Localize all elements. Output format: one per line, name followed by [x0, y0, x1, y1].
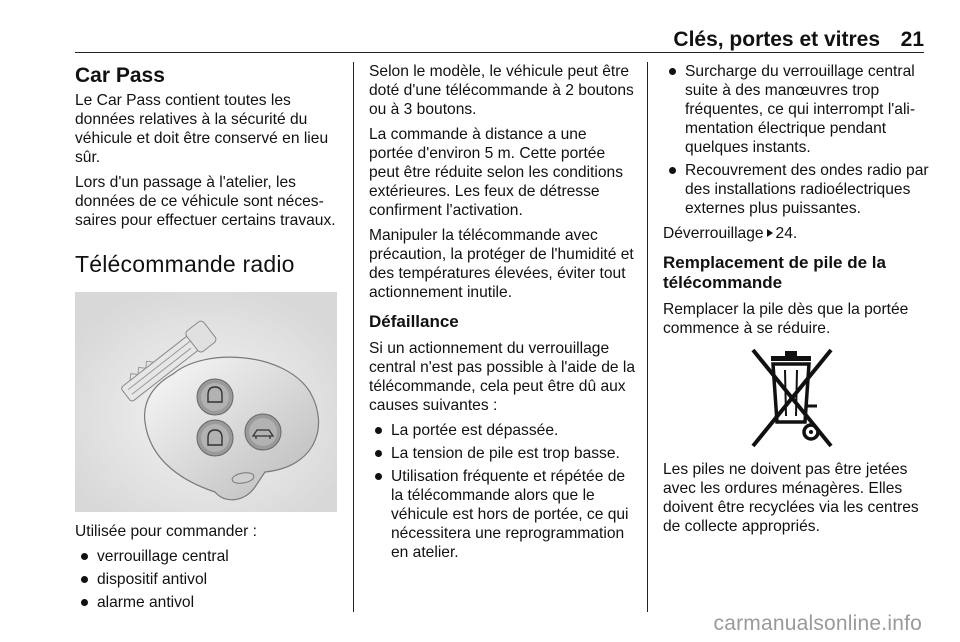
remote-paragraph-2: La commande à distance a une portée d'environ 5 m. Cette portée peut être réduite selon les conditions extérieures. Les feux de détresse confirment l'activation.	[369, 126, 623, 219]
crossed-out-bin-icon	[741, 346, 841, 450]
site-watermark: carmanualsonline.info	[713, 612, 922, 635]
car-pass-paragraph-2: Lors d'un passage à l'atelier, les données de ce véhicule sont nécessaires pour effectuer certains travaux.	[75, 174, 336, 229]
column-1	[75, 62, 343, 618]
remote-paragraph-3: Manipuler la télécommande avec précaution, la protéger de l'humidité et des températures élevées, éviter tout actionnement inutile.	[369, 227, 634, 301]
header-rule	[75, 52, 924, 53]
failure-paragraph: Si un actionnement du verrouillage central n'est pas possible à l'aide de la télécommande, cela peut être dû aux causes suivantes :	[369, 340, 636, 414]
unlock-reference-page: 24.	[775, 225, 798, 242]
column-divider-1	[353, 62, 354, 612]
column-divider-2	[647, 62, 648, 612]
page-ref-arrow-icon	[767, 229, 773, 237]
list-item: verrouillage central	[75, 547, 343, 566]
remote-key-illustration	[75, 292, 337, 512]
column-3	[663, 62, 929, 542]
unlock-reference-label: Déverrouillage	[663, 225, 764, 242]
battery-paragraph-1: Remplacer la pile dès que la portée commence à se réduire.	[663, 301, 909, 337]
failure-causes-list	[369, 421, 635, 562]
car-pass-paragraph-1: Le Car Pass contient toutes les données relatives à la sécurité du véhicule et doit être conservé en lieu sûr.	[75, 92, 329, 166]
battery-heading: Remplacement de pile de la télécommande	[663, 253, 886, 292]
failure-causes-list-continued	[663, 62, 929, 218]
remote-heading: Télécommande radio	[75, 251, 295, 277]
failure-heading: Défaillance	[369, 312, 459, 331]
list-item: La portée est dépassée.	[369, 421, 635, 440]
used-for-list	[75, 547, 343, 612]
remote-paragraph-1: Selon le modèle, le véhicule peut être doté d'une télécommande à 2 boutons ou à 3 boutons.	[369, 63, 634, 118]
list-item: Recouvrement des ondes radio par des installations radioélectriques externes plus puissantes.	[663, 161, 929, 218]
used-for-text: Utilisée pour commander :	[75, 523, 258, 540]
column-2	[369, 62, 635, 568]
list-item: dispositif antivol	[75, 570, 343, 589]
list-item: Utilisation fréquente et répétée de la télécommande alors que le véhicule est hors de portée, ce qui nécessitera une reprogrammation en atelier.	[369, 467, 635, 562]
section-title: Clés, portes et vitres	[673, 28, 880, 51]
car-pass-heading: Car Pass	[75, 64, 165, 87]
page-number: 21	[900, 28, 924, 51]
list-item: Surcharge du verrouillage central suite à des manœuvres trop fréquentes, ce qui interrompt l'alimentation électrique pendant quelques instants.	[663, 62, 929, 157]
unlock-reference[interactable]	[663, 224, 929, 243]
list-item: La tension de pile est trop basse.	[369, 444, 635, 463]
list-item: alarme antivol	[75, 593, 343, 612]
battery-paragraph-2: Les piles ne doivent pas être jetées avec les ordures ménagères. Elles doivent être recyclées via les centres de collecte appropriés.	[663, 461, 919, 535]
